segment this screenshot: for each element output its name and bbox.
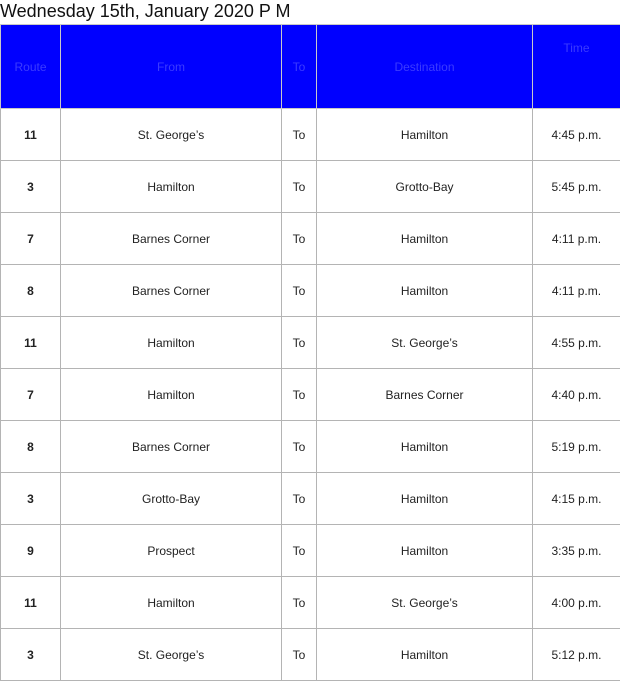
- cell-destination: St. George’s: [317, 577, 533, 629]
- cell-time: 4:15 p.m.: [533, 473, 620, 525]
- cell-from: St. George’s: [61, 629, 282, 681]
- cell-destination: Grotto-Bay: [317, 161, 533, 213]
- cell-destination: Hamilton: [317, 421, 533, 473]
- table-row: [1, 109, 620, 161]
- cell-to: To: [282, 265, 317, 317]
- cell-route: 9: [1, 525, 61, 577]
- header-from: From: [61, 25, 282, 109]
- cell-destination: Hamilton: [317, 629, 533, 681]
- cell-from: Barnes Corner: [61, 421, 282, 473]
- schedule-table: [0, 24, 620, 681]
- table-row: [1, 421, 620, 473]
- cell-destination: Hamilton: [317, 265, 533, 317]
- cell-destination: Hamilton: [317, 213, 533, 265]
- cell-to: To: [282, 213, 317, 265]
- cell-time: 4:11 p.m.: [533, 265, 620, 317]
- cell-route: 11: [1, 577, 61, 629]
- table-row: [1, 473, 620, 525]
- page-title: Wednesday 15th, January 2020 P M: [0, 1, 291, 21]
- cell-to: To: [282, 421, 317, 473]
- cell-route: 8: [1, 265, 61, 317]
- cell-time: 4:40 p.m.: [533, 369, 620, 421]
- header-route: Route: [1, 25, 61, 109]
- table-row: [1, 369, 620, 421]
- table-row: [1, 317, 620, 369]
- cell-route: 7: [1, 213, 61, 265]
- cell-route: 11: [1, 317, 61, 369]
- cell-time: 4:00 p.m.: [533, 577, 620, 629]
- cell-from: Hamilton: [61, 161, 282, 213]
- cell-time: 3:35 p.m.: [533, 525, 620, 577]
- cell-destination: Hamilton: [317, 525, 533, 577]
- table-row: [1, 525, 620, 577]
- header-to: To: [282, 25, 317, 109]
- cell-to: To: [282, 161, 317, 213]
- cell-time: 4:11 p.m.: [533, 213, 620, 265]
- cell-to: To: [282, 109, 317, 161]
- cell-time: 5:12 p.m.: [533, 629, 620, 681]
- table-row: [1, 161, 620, 213]
- header-time: Time: [533, 25, 620, 109]
- schedule-table-body: [1, 109, 620, 681]
- cell-from: Hamilton: [61, 317, 282, 369]
- cell-route: 11: [1, 109, 61, 161]
- cell-from: Barnes Corner: [61, 213, 282, 265]
- table-row: [1, 265, 620, 317]
- cell-from: Prospect: [61, 525, 282, 577]
- table-row: [1, 577, 620, 629]
- cell-route: 3: [1, 629, 61, 681]
- cell-destination: Hamilton: [317, 473, 533, 525]
- cell-time: 4:45 p.m.: [533, 109, 620, 161]
- cell-destination: Hamilton: [317, 109, 533, 161]
- cell-from: Hamilton: [61, 577, 282, 629]
- cell-to: To: [282, 317, 317, 369]
- cell-from: St. George’s: [61, 109, 282, 161]
- cell-to: To: [282, 525, 317, 577]
- cell-from: Barnes Corner: [61, 265, 282, 317]
- cell-from: Grotto-Bay: [61, 473, 282, 525]
- cell-time: 5:45 p.m.: [533, 161, 620, 213]
- cell-from: Hamilton: [61, 369, 282, 421]
- header-row: [1, 25, 620, 109]
- cell-destination: Barnes Corner: [317, 369, 533, 421]
- schedule-table-header: [1, 25, 620, 109]
- cell-destination: St. George’s: [317, 317, 533, 369]
- table-row: [1, 213, 620, 265]
- table-row: [1, 629, 620, 681]
- cell-route: 3: [1, 473, 61, 525]
- cell-route: 7: [1, 369, 61, 421]
- header-destination: Destination: [317, 25, 533, 109]
- cell-route: 3: [1, 161, 61, 213]
- cell-to: To: [282, 629, 317, 681]
- cell-time: 5:19 p.m.: [533, 421, 620, 473]
- cell-to: To: [282, 473, 317, 525]
- cell-route: 8: [1, 421, 61, 473]
- cell-to: To: [282, 577, 317, 629]
- cell-time: 4:55 p.m.: [533, 317, 620, 369]
- cell-to: To: [282, 369, 317, 421]
